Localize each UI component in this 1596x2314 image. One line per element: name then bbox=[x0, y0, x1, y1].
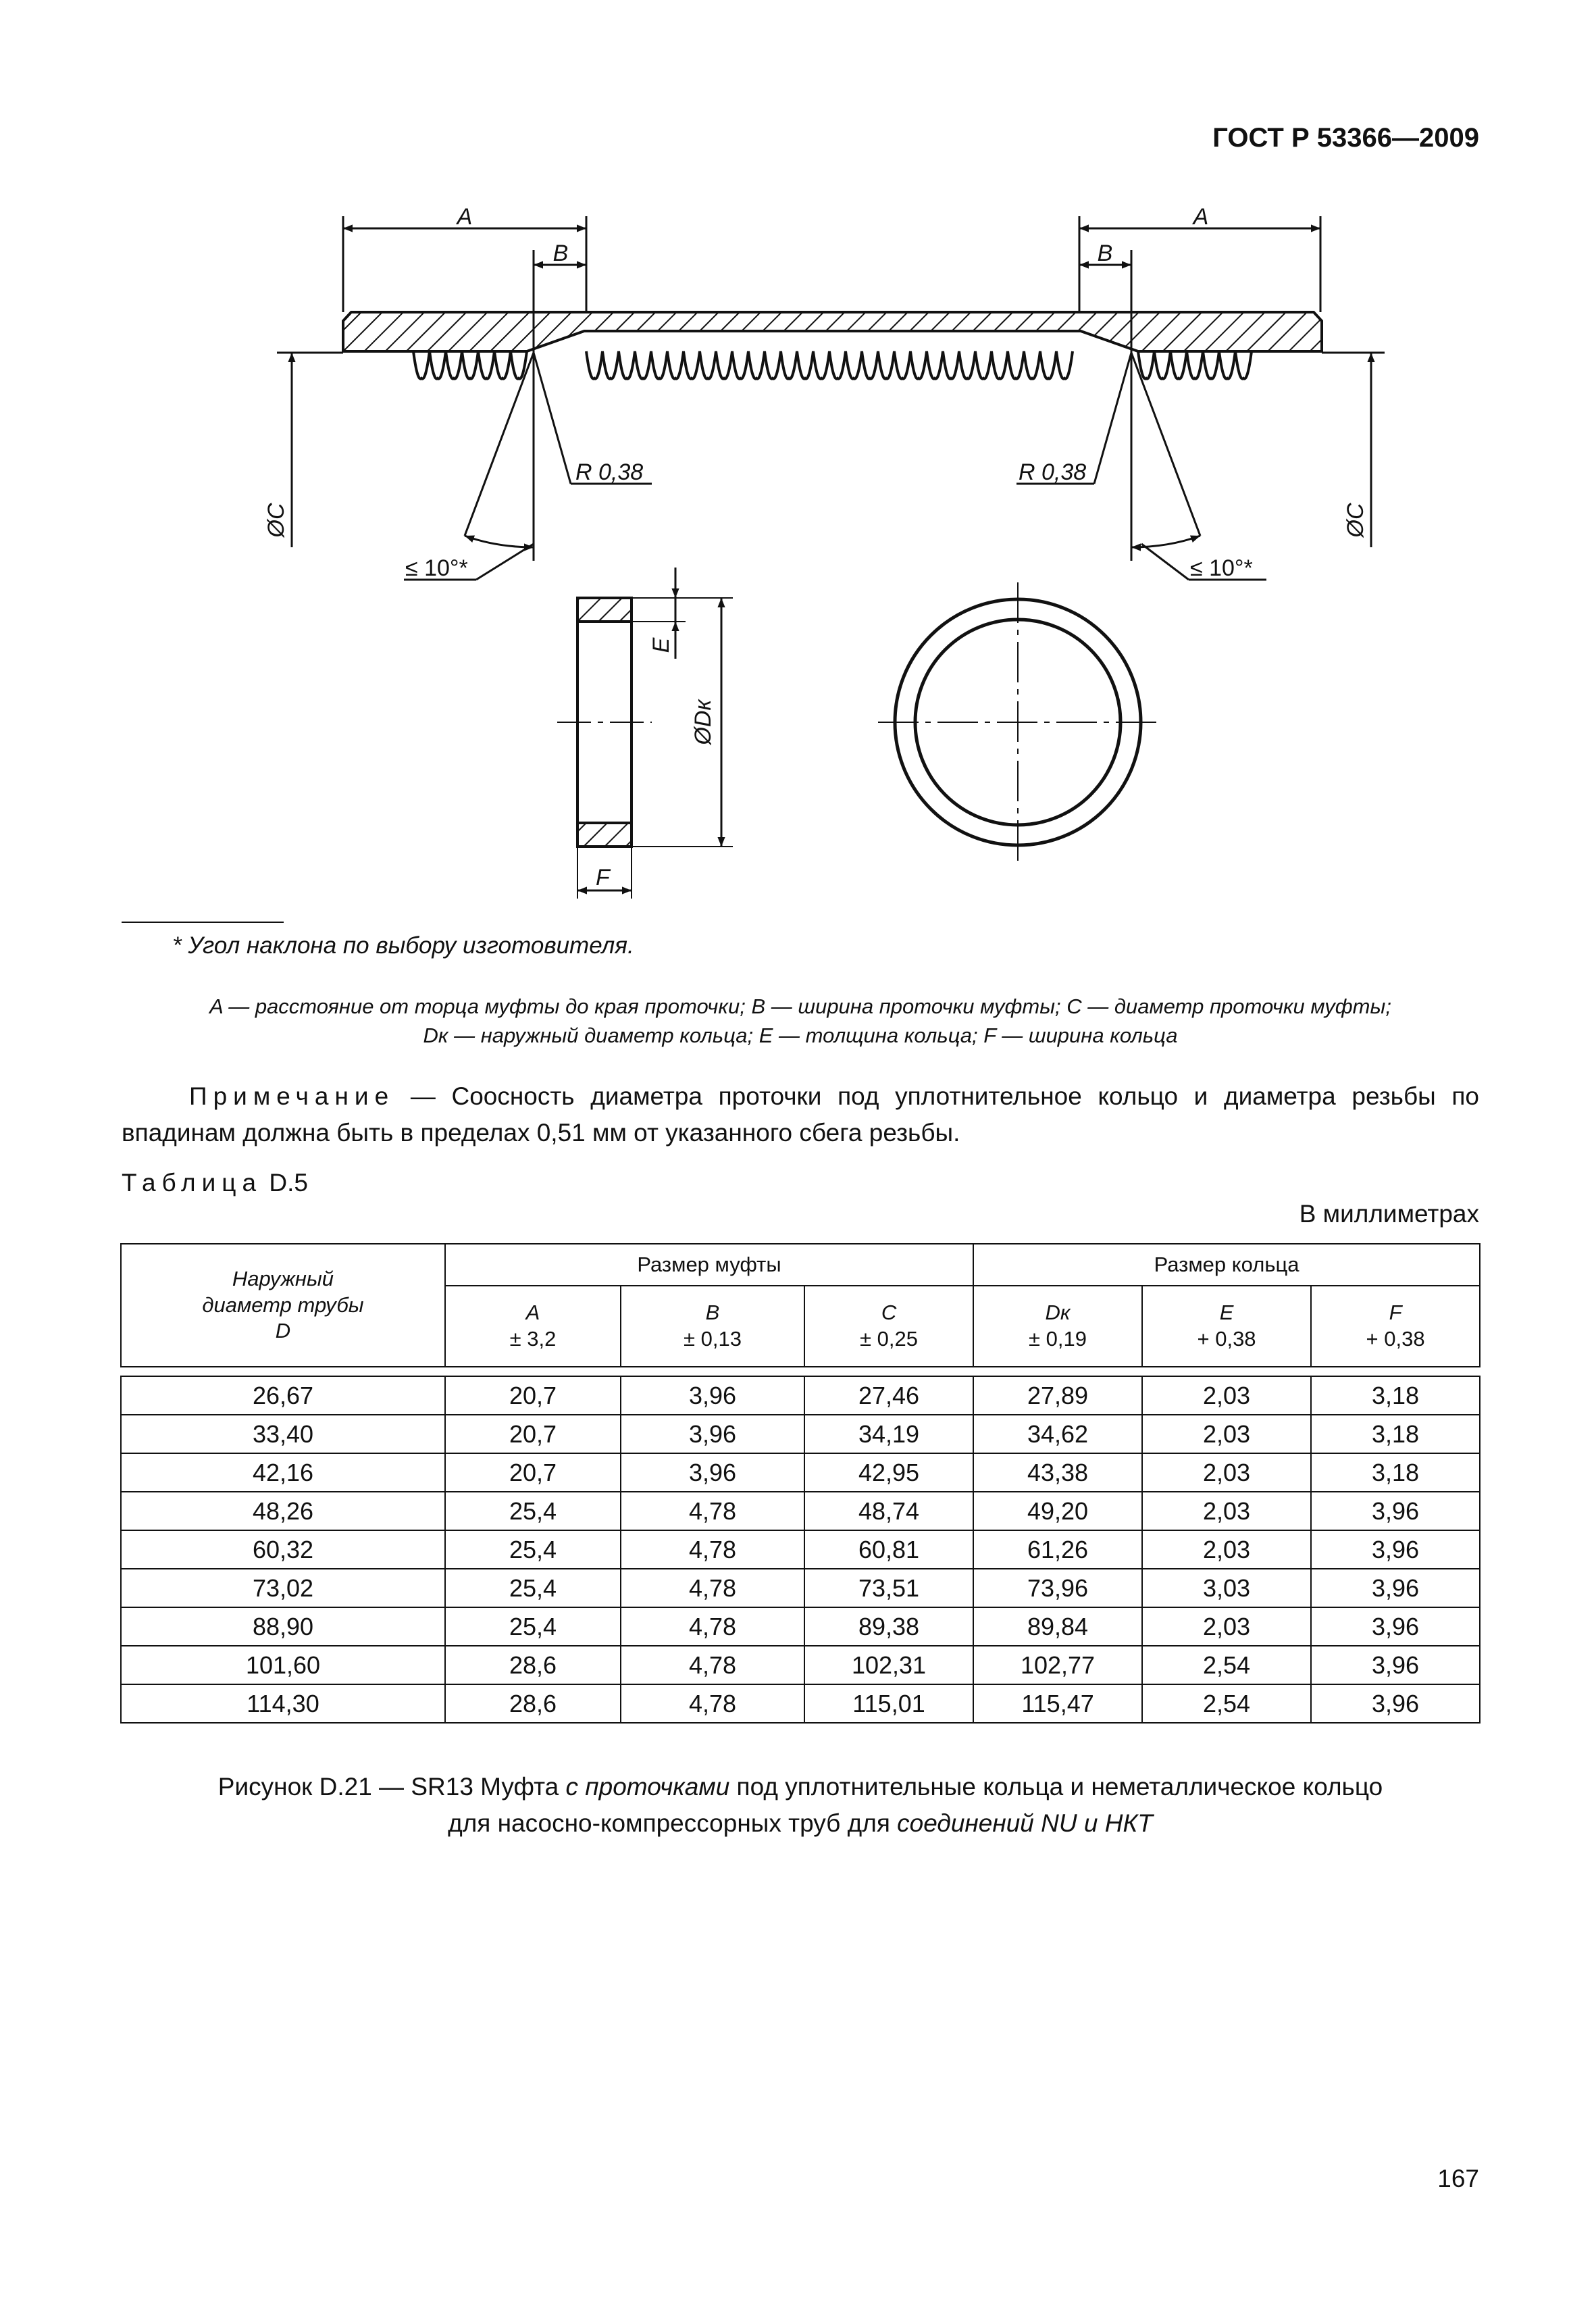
table-cell: 73,96 bbox=[973, 1569, 1142, 1607]
label-a-left: A bbox=[457, 204, 473, 230]
table-cell: 25,4 bbox=[445, 1492, 621, 1530]
label-c-right: ØC bbox=[1343, 503, 1368, 538]
table-cell: 33,40 bbox=[121, 1415, 445, 1453]
footnote: * Угол наклона по выбору изготовителя. bbox=[172, 932, 634, 959]
column-header-2: C ± 0,25 bbox=[804, 1286, 973, 1367]
table-cell: 48,26 bbox=[121, 1492, 445, 1530]
label-radius-left: R 0,38 bbox=[575, 459, 644, 485]
table-cell: 101,60 bbox=[121, 1646, 445, 1684]
note-label: Примечание bbox=[189, 1082, 395, 1110]
label-b-right: B bbox=[1097, 241, 1113, 266]
table-cell: 3,18 bbox=[1311, 1415, 1480, 1453]
table-cell: 48,74 bbox=[804, 1492, 973, 1530]
table-cell: 27,46 bbox=[804, 1376, 973, 1415]
table-cell: 49,20 bbox=[973, 1492, 1142, 1530]
table-cell: 2,03 bbox=[1142, 1607, 1311, 1646]
table-cell: 114,30 bbox=[121, 1684, 445, 1723]
figure-legend bbox=[122, 992, 1479, 1051]
table-cell: 2,54 bbox=[1142, 1646, 1311, 1684]
column-header-3: Dк ± 0,19 bbox=[973, 1286, 1142, 1367]
column-header-5: F + 0,38 bbox=[1311, 1286, 1480, 1367]
table-cell: 34,62 bbox=[973, 1415, 1142, 1453]
label-radius-right: R 0,38 bbox=[1019, 459, 1087, 485]
label-angle-left: ≤ 10°* bbox=[405, 555, 468, 581]
table-cell: 20,7 bbox=[445, 1415, 621, 1453]
label-angle-right: ≤ 10°* bbox=[1190, 555, 1253, 581]
standard-header: ГОСТ Р 53366—2009 bbox=[1212, 123, 1479, 153]
table-title bbox=[122, 1169, 308, 1197]
table-cell: 34,19 bbox=[804, 1415, 973, 1453]
table-cell: 3,96 bbox=[1311, 1607, 1480, 1646]
table-cell: 60,81 bbox=[804, 1530, 973, 1569]
label-b-left: B bbox=[552, 241, 569, 266]
column-header-4: E + 0,38 bbox=[1142, 1286, 1311, 1367]
label-dk: ØDк bbox=[690, 699, 716, 745]
column-header-0: A ± 3,2 bbox=[445, 1286, 621, 1367]
coupling-drawing bbox=[0, 0, 1596, 905]
note bbox=[122, 1078, 1479, 1151]
table-cell: 60,32 bbox=[121, 1530, 445, 1569]
column-header-1: B ± 0,13 bbox=[621, 1286, 804, 1367]
table-cell: 102,31 bbox=[804, 1646, 973, 1684]
table-cell: 61,26 bbox=[973, 1530, 1142, 1569]
table-row bbox=[121, 1684, 1480, 1723]
table-cell: 4,78 bbox=[621, 1530, 804, 1569]
table-cell: 28,6 bbox=[445, 1684, 621, 1723]
table-cell: 20,7 bbox=[445, 1453, 621, 1492]
table-cell: 3,18 bbox=[1311, 1376, 1480, 1415]
table-cell: 2,03 bbox=[1142, 1453, 1311, 1492]
table-row bbox=[121, 1569, 1480, 1607]
table-cell: 4,78 bbox=[621, 1492, 804, 1530]
group-header-ring: Размер кольца bbox=[973, 1244, 1480, 1286]
table-cell: 2,03 bbox=[1142, 1492, 1311, 1530]
table-cell: 102,77 bbox=[973, 1646, 1142, 1684]
coupling-section bbox=[343, 312, 1322, 351]
table-cell: 2,54 bbox=[1142, 1684, 1311, 1723]
table-cell: 20,7 bbox=[445, 1376, 621, 1415]
table-row bbox=[121, 1607, 1480, 1646]
table-row bbox=[121, 1415, 1480, 1453]
table-cell: 73,51 bbox=[804, 1569, 973, 1607]
table-cell: 2,03 bbox=[1142, 1530, 1311, 1569]
table-cell: 3,18 bbox=[1311, 1453, 1480, 1492]
table-cell: 4,78 bbox=[621, 1684, 804, 1723]
table-row bbox=[121, 1376, 1480, 1415]
figure-caption: Рисунок D.21 — SR13 Муфта с проточками под уплотнительные кольца и неметаллическое кольцо для насосно-компрессорных труб для соединений NU и НКТ bbox=[217, 1773, 1383, 1837]
table-cell: 3,03 bbox=[1142, 1569, 1311, 1607]
footnote-rule bbox=[122, 922, 284, 923]
table-cell: 3,96 bbox=[621, 1415, 804, 1453]
table-cell: 26,67 bbox=[121, 1376, 445, 1415]
table-cell: 25,4 bbox=[445, 1569, 621, 1607]
page-number: 167 bbox=[1437, 2165, 1479, 2192]
table-cell: 3,96 bbox=[1311, 1530, 1480, 1569]
legend-line-1: A — расстояние от торца муфты до края проточки; B — ширина проточки муфты; C — диаметр проточки муфты; bbox=[209, 995, 1391, 1018]
table-cell: 25,4 bbox=[445, 1607, 621, 1646]
table-cell: 3,96 bbox=[1311, 1684, 1480, 1723]
table-number: D.5 bbox=[269, 1169, 308, 1197]
table-cell: 43,38 bbox=[973, 1453, 1142, 1492]
table-cell: 2,03 bbox=[1142, 1415, 1311, 1453]
note-text: — Соосность диаметра проточки под уплотнительное кольцо и диаметра резьбы по впадинам должна быть в пределах 0,51 мм от указанного сбега резьбы. bbox=[122, 1082, 1479, 1147]
table-row bbox=[121, 1646, 1480, 1684]
table-cell: 28,6 bbox=[445, 1646, 621, 1684]
table-cell: 2,03 bbox=[1142, 1376, 1311, 1415]
table-cell: 27,89 bbox=[973, 1376, 1142, 1415]
table-cell: 25,4 bbox=[445, 1530, 621, 1569]
table-cell: 3,96 bbox=[1311, 1569, 1480, 1607]
column-header-outer-diameter: Наружный диаметр трубы D bbox=[121, 1244, 445, 1367]
table-cell: 42,16 bbox=[121, 1453, 445, 1492]
table-cell: 89,84 bbox=[973, 1607, 1142, 1646]
table-cell: 89,38 bbox=[804, 1607, 973, 1646]
table-cell: 3,96 bbox=[1311, 1492, 1480, 1530]
table-cell: 115,47 bbox=[973, 1684, 1142, 1723]
table-cell: 3,96 bbox=[1311, 1646, 1480, 1684]
table-cell: 3,96 bbox=[621, 1453, 804, 1492]
group-header-coupling: Размер муфты bbox=[445, 1244, 973, 1286]
label-e: E bbox=[648, 637, 674, 653]
label-a-right: A bbox=[1193, 204, 1209, 230]
table-cell: 4,78 bbox=[621, 1607, 804, 1646]
ring-plan-view bbox=[878, 582, 1158, 862]
table-cell: 4,78 bbox=[621, 1646, 804, 1684]
table-cell: 115,01 bbox=[804, 1684, 973, 1723]
table-cell: 73,02 bbox=[121, 1569, 445, 1607]
table-row bbox=[121, 1530, 1480, 1569]
table-row bbox=[121, 1453, 1480, 1492]
table-row bbox=[121, 1492, 1480, 1530]
label-f: F bbox=[596, 865, 610, 890]
table-cell: 42,95 bbox=[804, 1453, 973, 1492]
table-units: В миллиметрах bbox=[1299, 1200, 1479, 1228]
table-cell: 3,96 bbox=[621, 1376, 804, 1415]
table-cell: 4,78 bbox=[621, 1569, 804, 1607]
table-cell: 88,90 bbox=[121, 1607, 445, 1646]
legend-line-2: Dк — наружный диаметр кольца; E — толщина кольца; F — ширина кольца bbox=[423, 1024, 1178, 1048]
label-c-left: ØC bbox=[263, 503, 289, 538]
table-label: Таблица bbox=[122, 1169, 263, 1197]
dimensions-table bbox=[120, 1243, 1481, 1724]
